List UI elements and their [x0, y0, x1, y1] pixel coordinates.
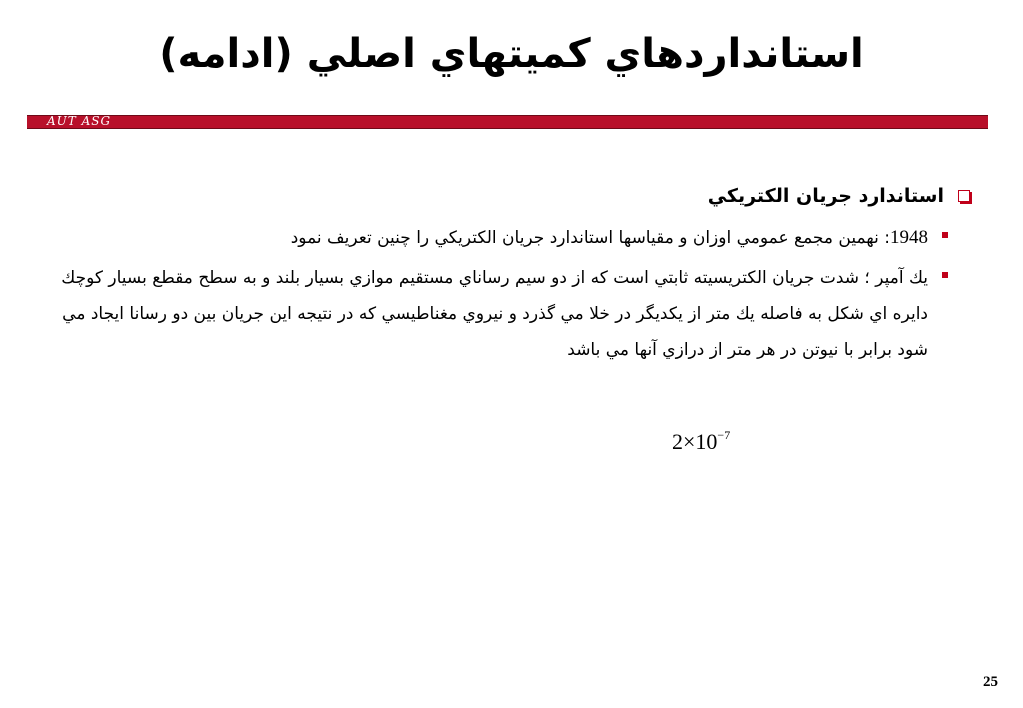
- header-bar: [27, 115, 988, 129]
- square-bullet-icon: [942, 232, 948, 238]
- year-value: 1948: [890, 227, 928, 248]
- header-logo: AUT ASG: [47, 114, 112, 128]
- list-item: [60, 220, 972, 256]
- slide-content: [60, 176, 972, 368]
- checkbox-square-icon: [958, 190, 970, 202]
- force-formula: [672, 428, 730, 455]
- formula-exponent: −7: [717, 428, 731, 442]
- formula-mantissa: 2×10: [672, 429, 718, 454]
- square-bullet-icon: [942, 272, 948, 278]
- slide-title: استانداردهاي كميتهاي اصلي (ادامه): [159, 31, 864, 77]
- item-definition-text: : نهمين مجمع عمومي اوزان و مقياسها استاندارد جريان الكتريكي را چنين تعريف نمود: [290, 228, 890, 248]
- section-heading-text: استاندارد جريان الكتريكي: [707, 185, 944, 207]
- list-item-text: [291, 220, 928, 256]
- list-item: [60, 260, 972, 368]
- list-item-text: يك آمپر ؛ شدت جريان الكتريسيته ثابتي است كه از دو سيم رساناي مستقيم موازي بسيار بلند و به سطح مقطع بسيار كوچك دايره اي شكل به فاصله يك متر از يكديگر در خلا مي گذرد و نيروي مغناطيسي كه در نتيجه اين جريان بين دو رسانا ايجاد مي شود برابر با نيوتن در هر متر از درازي آنها مي باشد: [61, 268, 928, 360]
- page-number: 25: [983, 674, 998, 690]
- section-heading: [60, 176, 972, 216]
